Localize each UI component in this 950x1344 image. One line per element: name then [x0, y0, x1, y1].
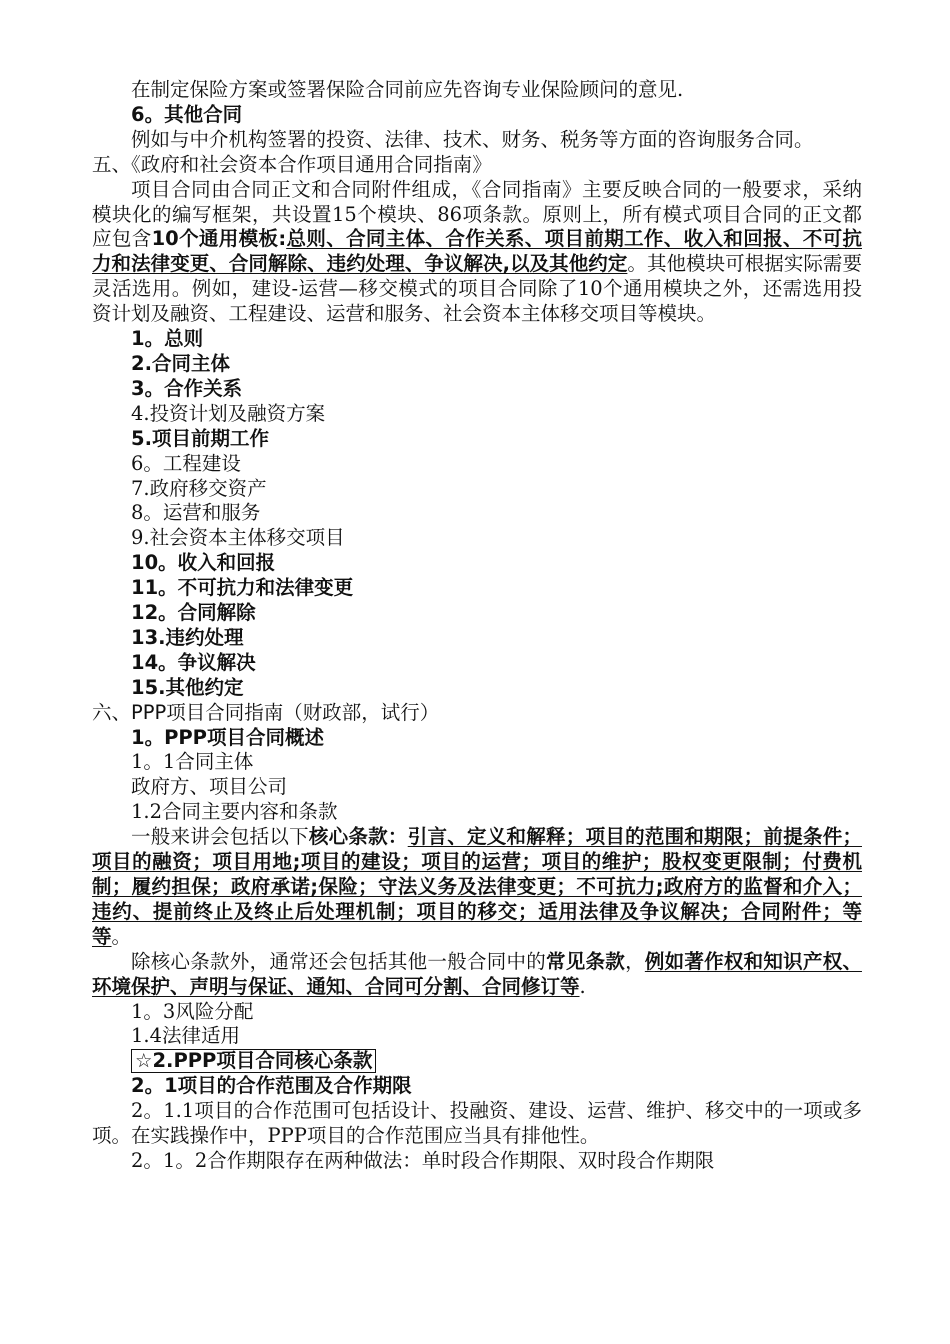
text-run: 一般来讲会包括以下: [131, 825, 309, 849]
text-run: 项目合同由合同正文和合同附件组成，《合同指南》主要反映合同的一般要求，采纳模块化的编写框架，共设置15个模块、86项条款。原则上，所有模式项目合同的正文都应包含: [92, 177, 862, 251]
module-item: 2.合同主体: [131, 351, 230, 375]
text-run-bold-underlined: 引言、定义和解释；项目的范围和期限；前提条件；项目的融资；项目用地;项目的建设；项目的运营；项目的维护；股权变更限制；付费机制；履约担保；政府承诺;保险；守法义务及法律变更；不可抗力;政府方的监督和介入；违约、提前终止及终止后处理机制；项目的移交；适用法律及争议解决；合同附件；等等: [92, 825, 862, 948]
paragraph-core-clauses: [92, 825, 862, 950]
text-run-bold-underlined: 总则、合同主体、合作关系、项目前期工作、收入和回报、不可抗力和法律变更、合同解除、违约处理、争议解决,以及其他约定: [92, 227, 862, 276]
subheading-applicable-law: 1.4法律适用: [131, 1024, 241, 1048]
module-item: 6。工程建设: [131, 451, 241, 475]
text-run-bold: 常见条款: [546, 949, 626, 973]
module-item: 8。运营和服务: [131, 501, 261, 525]
text-run-bold: 核心条款：: [308, 825, 408, 849]
module-item: 14。争议解决: [131, 650, 256, 674]
paragraph-term: 2。1。2合作期限存在两种做法：单时段合作期限、双时段合作期限: [131, 1148, 715, 1172]
module-item: 11。不可抗力和法律变更: [131, 576, 354, 600]
text-run-bold-underlined: 例如著作权和知识产权、环境保护、声明与保证、通知、合同可分割、合同修订等: [92, 949, 862, 998]
paragraph-consulting-contracts: 例如与中介机构签署的投资、法律、技术、财务、税务等方面的咨询服务合同。: [131, 127, 814, 151]
module-item: 12。合同解除: [131, 601, 256, 625]
module-item: 1。总则: [131, 327, 204, 351]
paragraph-common-clauses: [92, 950, 862, 1000]
section-heading-five: 五、《政府和社会资本合作项目通用合同指南》: [92, 152, 492, 176]
text-run-bold: 10个通用模板:: [151, 227, 287, 251]
paragraph-contract-guide: [92, 178, 862, 327]
subheading-risk-allocation: 1。3风险分配: [131, 999, 254, 1023]
subheading-core-clauses-container: [92, 1049, 862, 1074]
subheading-core-clauses: ☆2.PPP项目合同核心条款: [131, 1049, 376, 1073]
text-run: .: [579, 974, 586, 998]
text-contract-parties: 政府方、项目公司: [131, 775, 288, 799]
paragraph-insurance-advice: 在制定保险方案或签署保险合同前应先咨询专业保险顾问的意见.: [131, 78, 684, 101]
module-item: 13.违约处理: [131, 625, 244, 649]
text-run: 。: [111, 924, 132, 948]
module-item: 9.社会资本主体移交项目: [131, 526, 345, 550]
text-run: 除核心条款外，通常还会包括其他一般合同中的: [131, 949, 547, 973]
subheading-contract-parties: 1。1合同主体: [131, 750, 254, 774]
module-item: 4.投资计划及融资方案: [131, 401, 326, 425]
subheading-main-content: 1.2合同主要内容和条款: [131, 800, 338, 824]
paragraph-scope: 2。1.1项目的合作范围可包括设计、投融资、建设、运营、维护、移交中的一项或多项。在实践操作中，PPP项目的合作范围应当具有排他性。: [92, 1099, 862, 1148]
module-item: 3。合作关系: [131, 376, 243, 400]
text-run: 。其他模块可根据实际需要灵活选用。例如，建设-运营—移交模式的项目合同除了10个通用模块之外，还需选用投资计划及融资、工程建设、运营和服务、社会资本主体移交项目等模块。: [92, 252, 862, 326]
subheading-overview: 1。PPP项目合同概述: [131, 725, 324, 749]
module-item: 5.项目前期工作: [131, 426, 269, 450]
section-heading-six: 六、PPP项目合同指南（财政部，试行）: [92, 700, 440, 724]
module-item: 10。收入和回报: [131, 551, 276, 575]
module-item: 7.政府移交资产: [131, 476, 267, 500]
module-item: 15.其他约定: [131, 675, 244, 699]
heading-other-contracts: 6。其他合同: [131, 102, 243, 126]
text-run: ，: [625, 949, 645, 973]
subheading-scope-term: 2。1项目的合作范围及合作期限: [131, 1074, 412, 1098]
